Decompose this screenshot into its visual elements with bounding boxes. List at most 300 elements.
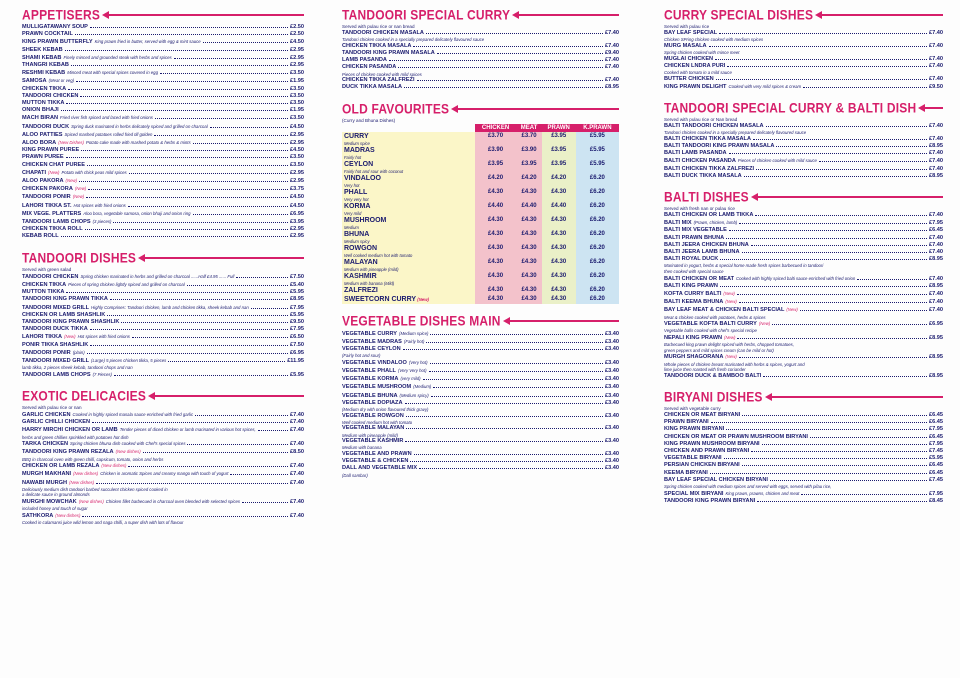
arrow-decoration xyxy=(518,14,619,16)
menu-item xyxy=(22,193,304,201)
arrow-decoration xyxy=(457,108,619,110)
item-price: £2.95 xyxy=(290,233,304,240)
item-name: MULLIGATAWANY SOUP xyxy=(22,24,88,30)
menu-item xyxy=(22,289,304,296)
dot-leader xyxy=(87,165,288,166)
menu-item xyxy=(664,290,943,298)
dish-description: Medium xyxy=(342,225,475,230)
dish-price: £3.95 xyxy=(475,160,517,169)
dish-price: £3.90 xyxy=(516,146,541,155)
menu-item xyxy=(342,84,619,91)
dot-leader xyxy=(800,310,927,311)
dot-leader xyxy=(174,58,288,59)
dot-leader xyxy=(727,66,927,67)
menu-item xyxy=(664,166,943,173)
item-name: TANDOORI PONIR xyxy=(22,194,71,201)
item-name: BALTI TANDOORI KING PRAWN MASALA xyxy=(664,143,775,149)
new-badge: (New) xyxy=(64,334,76,340)
menu-column-3 xyxy=(664,8,943,515)
menu-item xyxy=(664,212,943,219)
dot-leader xyxy=(405,441,603,442)
new-badge: (New dishes) xyxy=(101,463,127,469)
dot-leader xyxy=(132,337,288,338)
item-name: VEGETABLE MUSHROOM xyxy=(342,384,412,391)
dot-leader xyxy=(726,429,927,430)
dish-price: £4.30 xyxy=(542,188,576,197)
dot-leader xyxy=(128,466,288,467)
menu-item xyxy=(342,359,619,367)
menu-item xyxy=(664,56,943,63)
menu-item xyxy=(22,202,304,210)
dish-price: £4.30 xyxy=(516,230,541,239)
item-name: CHICKEN PASANDA xyxy=(342,64,397,71)
dish-price: £4.30 xyxy=(475,244,517,253)
item-price: £4.50 xyxy=(290,123,304,130)
section-title: TANDOORI DISHES xyxy=(22,249,137,266)
item-description: (7 Pieces) xyxy=(92,371,112,377)
menu-item xyxy=(22,448,304,456)
menu-item xyxy=(664,306,943,314)
item-note: Well cooked medium hot with tomato xyxy=(342,419,413,425)
dish-price: £4.30 xyxy=(516,188,541,197)
item-price: £7.40 xyxy=(605,77,619,84)
item-note: Tandoori chicken cooked in a specially prepared delicately flavoured sauce xyxy=(664,130,807,136)
item-price: £3.40 xyxy=(605,384,619,391)
new-badge: (New) xyxy=(786,307,798,313)
section-subtitle: Served with pulau rice or Nan bread xyxy=(664,117,738,122)
dot-leader xyxy=(68,89,288,90)
dish-name-text: KASHMIR xyxy=(344,272,377,280)
menu-item xyxy=(664,448,943,455)
menu-section xyxy=(342,8,619,92)
item-price: £6.50 xyxy=(290,334,304,341)
dot-leader xyxy=(75,34,288,35)
dot-leader xyxy=(757,501,927,502)
dot-leader xyxy=(716,79,927,80)
menu-item xyxy=(342,338,619,346)
dish-price: £4.30 xyxy=(516,244,541,253)
item-price: £7.40 xyxy=(290,479,304,486)
dot-leader xyxy=(76,81,288,82)
item-name: GARLIC CHICKEN xyxy=(22,411,71,418)
dot-leader xyxy=(193,143,288,144)
menu-item xyxy=(664,462,943,469)
dot-leader xyxy=(739,302,927,303)
dish-price: £4.30 xyxy=(516,216,541,225)
menu-item xyxy=(342,425,619,432)
item-name: BALTI KING PRAWN xyxy=(664,282,718,289)
dot-leader xyxy=(107,315,288,316)
dish-name-text: MUSHROOM xyxy=(344,216,387,224)
menu-item xyxy=(664,441,943,448)
menu-item xyxy=(22,319,304,326)
dot-leader xyxy=(720,286,927,287)
item-price: £3.75 xyxy=(290,186,304,193)
section-title: EXOTIC DELICACIES xyxy=(22,387,147,404)
dot-leader xyxy=(96,483,288,484)
dish-name-text: MALAYAN xyxy=(344,258,378,266)
dot-leader xyxy=(720,259,927,260)
menu-item xyxy=(22,218,304,226)
column-header: K.PRAWN xyxy=(576,124,619,132)
menu-item xyxy=(342,400,619,407)
section-header xyxy=(22,251,304,265)
dot-leader xyxy=(426,342,603,343)
old-favourites-table xyxy=(342,124,619,304)
item-price: £7.40 xyxy=(605,30,619,36)
item-name: TANDOORI CHICKEN xyxy=(22,273,79,280)
item-price: £6.45 xyxy=(929,227,943,234)
item-price: £7.40 xyxy=(929,299,943,306)
item-note: Chicken SPring chicken cooked with medium spices xyxy=(664,37,764,43)
section-title: BIRYANI DISHES xyxy=(664,388,763,406)
item-name: CHICKEN OR MEAT OR PRAWN MUSHROOM BIRYANI xyxy=(664,433,808,440)
dish-price: £4.30 xyxy=(542,244,576,253)
item-name: LAMB PASANDA xyxy=(342,57,387,64)
item-price: £4.50 xyxy=(290,194,304,201)
item-name: BALTI KEEMA BHUNA xyxy=(664,299,724,306)
item-description: Cooked in highly spiced masala sauce enriched with fried garlic xyxy=(72,411,194,417)
item-price: £8.95 xyxy=(929,143,943,149)
item-name: TANDOORI DUCK xyxy=(22,123,70,130)
menu-item xyxy=(22,131,304,139)
menu-item xyxy=(664,157,943,165)
menu-item xyxy=(342,77,619,84)
dish-description: Very hot xyxy=(342,183,475,188)
menu-item xyxy=(22,100,304,107)
new-badge: (New) xyxy=(725,299,737,305)
menu-item xyxy=(22,349,304,357)
dot-leader xyxy=(857,279,927,280)
item-name: MURGH SHAGORANA xyxy=(664,354,724,361)
item-price: £7.40 xyxy=(929,30,943,36)
menu-item xyxy=(342,375,619,383)
arrow-decoration xyxy=(821,14,943,16)
menu-item xyxy=(22,498,304,506)
item-note: BBQ in charcoal oven with green chilli, capsicum, tomato, onion and herbs xyxy=(22,456,164,462)
item-price: £3.40 xyxy=(605,346,619,353)
item-name: MUTTON TIKKA xyxy=(22,289,65,296)
item-name: SHAMI KEBAB xyxy=(22,54,62,61)
menu-item xyxy=(664,434,943,441)
item-name: PERSIAN CHICKEN BIRYANI xyxy=(664,462,740,469)
menu-item xyxy=(22,371,304,379)
item-price: £1.95 xyxy=(290,107,304,114)
menu-item xyxy=(22,426,304,434)
table-header-row xyxy=(342,124,619,132)
item-price: £5.95 xyxy=(290,289,304,296)
item-description: (very mild) xyxy=(400,376,421,382)
menu-section xyxy=(22,251,304,379)
item-name: VEGETABLE KOFTA BALTI CURRY xyxy=(664,321,757,328)
dot-leader xyxy=(430,334,603,335)
item-price: £3.50 xyxy=(290,70,304,77)
dish-name-text: SWEETCORN CURRY xyxy=(344,295,417,303)
menu-item xyxy=(664,498,943,505)
dish-name xyxy=(342,174,475,183)
item-price: £4.50 xyxy=(290,39,304,46)
item-name: BALTI DUCK TIKKA MASALA xyxy=(664,172,742,179)
item-price: £3.50 xyxy=(290,85,304,92)
dot-leader xyxy=(429,371,603,372)
menu-item xyxy=(22,411,304,419)
item-name: PRAWN PUREE xyxy=(22,154,64,161)
dot-leader xyxy=(242,502,288,503)
menu-item xyxy=(342,346,619,353)
item-price: £7.95 xyxy=(290,326,304,333)
item-name: BALTI PRAWN BHUNA xyxy=(664,234,725,241)
dot-leader xyxy=(81,150,288,151)
item-description: Spring chicken bhuna dish cooked with Chef's special spices xyxy=(70,441,186,447)
item-name: VEGETABLE VINDALOO xyxy=(342,359,407,366)
dish-price: £4.30 xyxy=(542,258,576,267)
item-name: SHEEK KEBAB xyxy=(22,46,63,53)
dot-leader xyxy=(160,73,288,74)
new-badge: (New) xyxy=(65,178,78,184)
item-price: £7.40 xyxy=(929,165,943,172)
dot-leader xyxy=(90,27,288,28)
item-name: PRAWN COCKTAIL xyxy=(22,31,73,38)
dot-leader xyxy=(404,87,603,88)
menu-item xyxy=(664,283,943,290)
item-name: BALTI CHICKEN OR LAMB TIKKA xyxy=(664,212,754,219)
menu-item xyxy=(22,38,304,46)
item-name: NEPALI KING PRAWN xyxy=(664,335,723,342)
menu-section xyxy=(664,190,943,380)
item-price: £7.40 xyxy=(290,419,304,426)
item-name: BALTI TANDOORI CHICKEN MASALA xyxy=(664,123,764,129)
item-price: £3.40 xyxy=(605,359,619,366)
item-description: Minced meat with special spices covered in egg xyxy=(67,70,158,76)
dish-name xyxy=(342,188,475,197)
menu-item xyxy=(22,54,304,62)
item-name: BAY LEAF SPECIAL xyxy=(664,30,718,36)
item-price: £3.40 xyxy=(605,451,619,458)
menu-item xyxy=(22,147,304,154)
item-note: included honey and touch of sugar xyxy=(22,506,88,512)
section-header xyxy=(664,390,943,404)
item-name: CHICKEN OR LAMB SHASHLIK xyxy=(22,311,106,318)
item-name: ONION BHAJI xyxy=(22,107,59,114)
dish-price: £5.95 xyxy=(576,132,619,141)
item-name: KEBAB ROLL xyxy=(22,233,59,240)
item-price: £4.50 xyxy=(290,147,304,154)
dot-leader xyxy=(203,42,288,43)
new-badge: (New dishes) xyxy=(115,449,141,455)
item-name: VEGETABLE PHALL xyxy=(342,368,396,375)
item-price: £3.40 xyxy=(605,392,619,399)
dot-leader xyxy=(85,229,288,230)
menu-item xyxy=(22,479,304,487)
item-name: MUTTON TIKKA xyxy=(22,100,65,107)
menu-item xyxy=(664,426,943,433)
dish-row xyxy=(342,216,619,225)
dish-name xyxy=(342,216,475,225)
arrow-decoration xyxy=(144,257,304,259)
item-description: (Medium spicy) xyxy=(399,392,429,398)
menu-item xyxy=(22,114,304,122)
item-name: TANDOORI DUCK & BAMBOO BALTI xyxy=(664,372,762,379)
dish-price: £4.20 xyxy=(475,174,517,183)
menu-item xyxy=(22,419,304,426)
item-note: Cooked with tomato in a mild sauce xyxy=(664,70,732,75)
item-name: VEGETABLE CURRY xyxy=(342,330,398,337)
item-price: £6.45 xyxy=(929,412,943,419)
dish-row xyxy=(342,160,619,169)
item-name: CHICKEN TIKKA xyxy=(22,281,67,288)
section-header xyxy=(664,190,943,204)
dish-name xyxy=(342,230,475,239)
item-name: MACH BIRAN xyxy=(22,115,59,122)
item-price: £7.45 xyxy=(929,476,943,483)
item-name: VEGETABLE CEYLON xyxy=(342,346,401,353)
item-price: £3.50 xyxy=(290,154,304,161)
menu-item xyxy=(22,357,304,365)
item-name: KING PRAWN PUREE xyxy=(22,147,80,154)
dot-leader xyxy=(251,308,288,309)
dot-leader xyxy=(763,376,927,377)
item-price: £2.95 xyxy=(290,226,304,233)
item-note: Vegetable balls cooked with chef's special recipe xyxy=(664,328,757,334)
item-price: £1.95 xyxy=(290,78,304,85)
item-price: £7.40 xyxy=(929,123,943,129)
item-name: CHICKEN CHAT PUREE xyxy=(22,161,85,168)
item-name: KING PRAWN BIRYANI xyxy=(664,426,725,433)
item-name: VEGETABLE KORMA xyxy=(342,376,399,383)
dish-price: £3.95 xyxy=(542,146,576,155)
menu-item xyxy=(342,43,619,50)
item-price: £7.40 xyxy=(290,498,304,505)
new-badge: (New) xyxy=(723,291,735,297)
item-price: £9.50 xyxy=(290,318,304,325)
menu-column-1 xyxy=(22,8,304,536)
item-note: Cooked in calamansi juice wild lemon and naga chilli, a super dish with lots of flavour xyxy=(22,519,184,525)
dot-leader xyxy=(154,135,288,136)
dot-leader xyxy=(129,173,288,174)
item-name: VEGETABLE KASHMIR xyxy=(342,438,404,445)
dish-name-text: ZALFREZI xyxy=(344,286,378,294)
item-price: £7.40 xyxy=(929,62,943,69)
item-name: BALTI ROYAL DUCK xyxy=(664,256,719,263)
section-subtitle: Served with pulau rice or nan bread xyxy=(342,24,415,29)
dish-name xyxy=(342,272,475,281)
dish-price: £4.30 xyxy=(542,272,576,281)
item-name: CHICKEN TIKKA ZALFREZI xyxy=(342,77,415,84)
dot-leader xyxy=(426,33,603,34)
dot-leader xyxy=(772,324,927,325)
menu-item xyxy=(342,451,619,458)
dot-leader xyxy=(419,468,603,469)
item-price: £9.50 xyxy=(929,83,943,90)
item-description: Cooked with highly spiced balti sauce enriched with fried onion xyxy=(736,275,856,281)
dish-description: Very very hot xyxy=(342,197,475,202)
item-name: BALTI MIX xyxy=(664,220,692,227)
item-note: (Medium dry with onion flavoured thick gravy) xyxy=(342,407,429,413)
dish-price: £4.40 xyxy=(542,202,576,211)
menu-item xyxy=(22,169,304,177)
dot-leader xyxy=(193,214,288,215)
item-description: Aloo bora, vegetable samosa, onion bhaji and onion ring xyxy=(83,210,191,216)
item-price: £7.40 xyxy=(290,471,304,478)
item-price: £3.50 xyxy=(290,115,304,122)
dot-leader xyxy=(86,197,288,198)
item-description: Hot spices with fried onions xyxy=(77,334,130,340)
new-badge: (New dishes) xyxy=(55,512,81,518)
column-header: CHICKEN xyxy=(475,124,517,132)
item-name: SAMOSA xyxy=(22,78,47,85)
item-name: VEGETABLE BHUNA xyxy=(342,392,398,399)
dot-leader xyxy=(433,387,603,388)
dish-description: Medium with pineapple (mild) xyxy=(342,267,475,272)
dish-name-text: KORMA xyxy=(344,202,371,210)
menu-section xyxy=(22,8,304,241)
dish-name xyxy=(342,146,475,155)
dish-name xyxy=(342,295,475,304)
item-note: Spring chicken cooked with medium spices and served with eggs, served with pilau rice, xyxy=(664,484,832,490)
dish-row xyxy=(342,146,619,155)
menu-item xyxy=(22,93,304,100)
dot-leader xyxy=(155,118,288,119)
item-name: BUTTER CHICKEN xyxy=(664,75,714,82)
new-badge: (New dishes) xyxy=(69,479,95,485)
dot-leader xyxy=(737,338,927,339)
item-price: £7.40 xyxy=(929,241,943,248)
dish-price: £4.30 xyxy=(542,286,576,295)
dot-leader xyxy=(770,480,927,481)
item-name: BALTI JEERA CHICKEN BHUNA xyxy=(664,241,749,248)
dot-leader xyxy=(88,189,288,190)
dish-name xyxy=(342,202,475,211)
item-price: £7.40 xyxy=(290,512,304,519)
item-price: £8.45 xyxy=(929,497,943,504)
dish-price: £4.30 xyxy=(516,295,541,304)
arrow-decoration xyxy=(509,320,619,322)
menu-item xyxy=(664,477,943,484)
dot-leader xyxy=(423,379,603,380)
dot-leader xyxy=(398,67,603,68)
item-name: ALOO PATTIES xyxy=(22,131,63,138)
menu-item xyxy=(664,136,943,143)
dot-leader xyxy=(210,127,288,128)
item-price: £2.50 xyxy=(290,31,304,38)
dot-leader xyxy=(742,252,927,253)
item-description: (Fairly hot) xyxy=(403,338,425,344)
item-name: BALTI LAMB PASANDA xyxy=(664,150,727,157)
new-badge: (New) xyxy=(758,321,771,327)
menu-item xyxy=(22,296,304,303)
menu-item xyxy=(664,334,943,342)
menu-item xyxy=(22,304,304,312)
dish-description: Medium spicy xyxy=(342,239,475,244)
new-badge: (New) xyxy=(72,194,85,200)
item-price: £7.40 xyxy=(929,158,943,165)
section-header xyxy=(664,101,943,115)
dish-name xyxy=(342,286,475,295)
item-name: MIX VEGE. PLATTERS xyxy=(22,210,82,217)
item-price: £7.40 xyxy=(290,411,304,418)
item-note: (Fairly hot and sour) xyxy=(342,353,381,359)
section-title: APPETISERS xyxy=(22,6,101,24)
item-name: KING PRAWN BUTTERFLY xyxy=(22,39,93,46)
item-price: £7.95 xyxy=(290,304,304,311)
section-subtitle: Served with green salad xyxy=(22,266,72,272)
dot-leader xyxy=(726,238,927,239)
dish-name xyxy=(342,244,475,253)
dish-price: £4.20 xyxy=(542,174,576,183)
dish-price: £4.40 xyxy=(516,202,541,211)
item-price: £2.50 xyxy=(290,24,304,30)
section-title: TANDOORI SPECIAL CURRY xyxy=(342,6,511,24)
